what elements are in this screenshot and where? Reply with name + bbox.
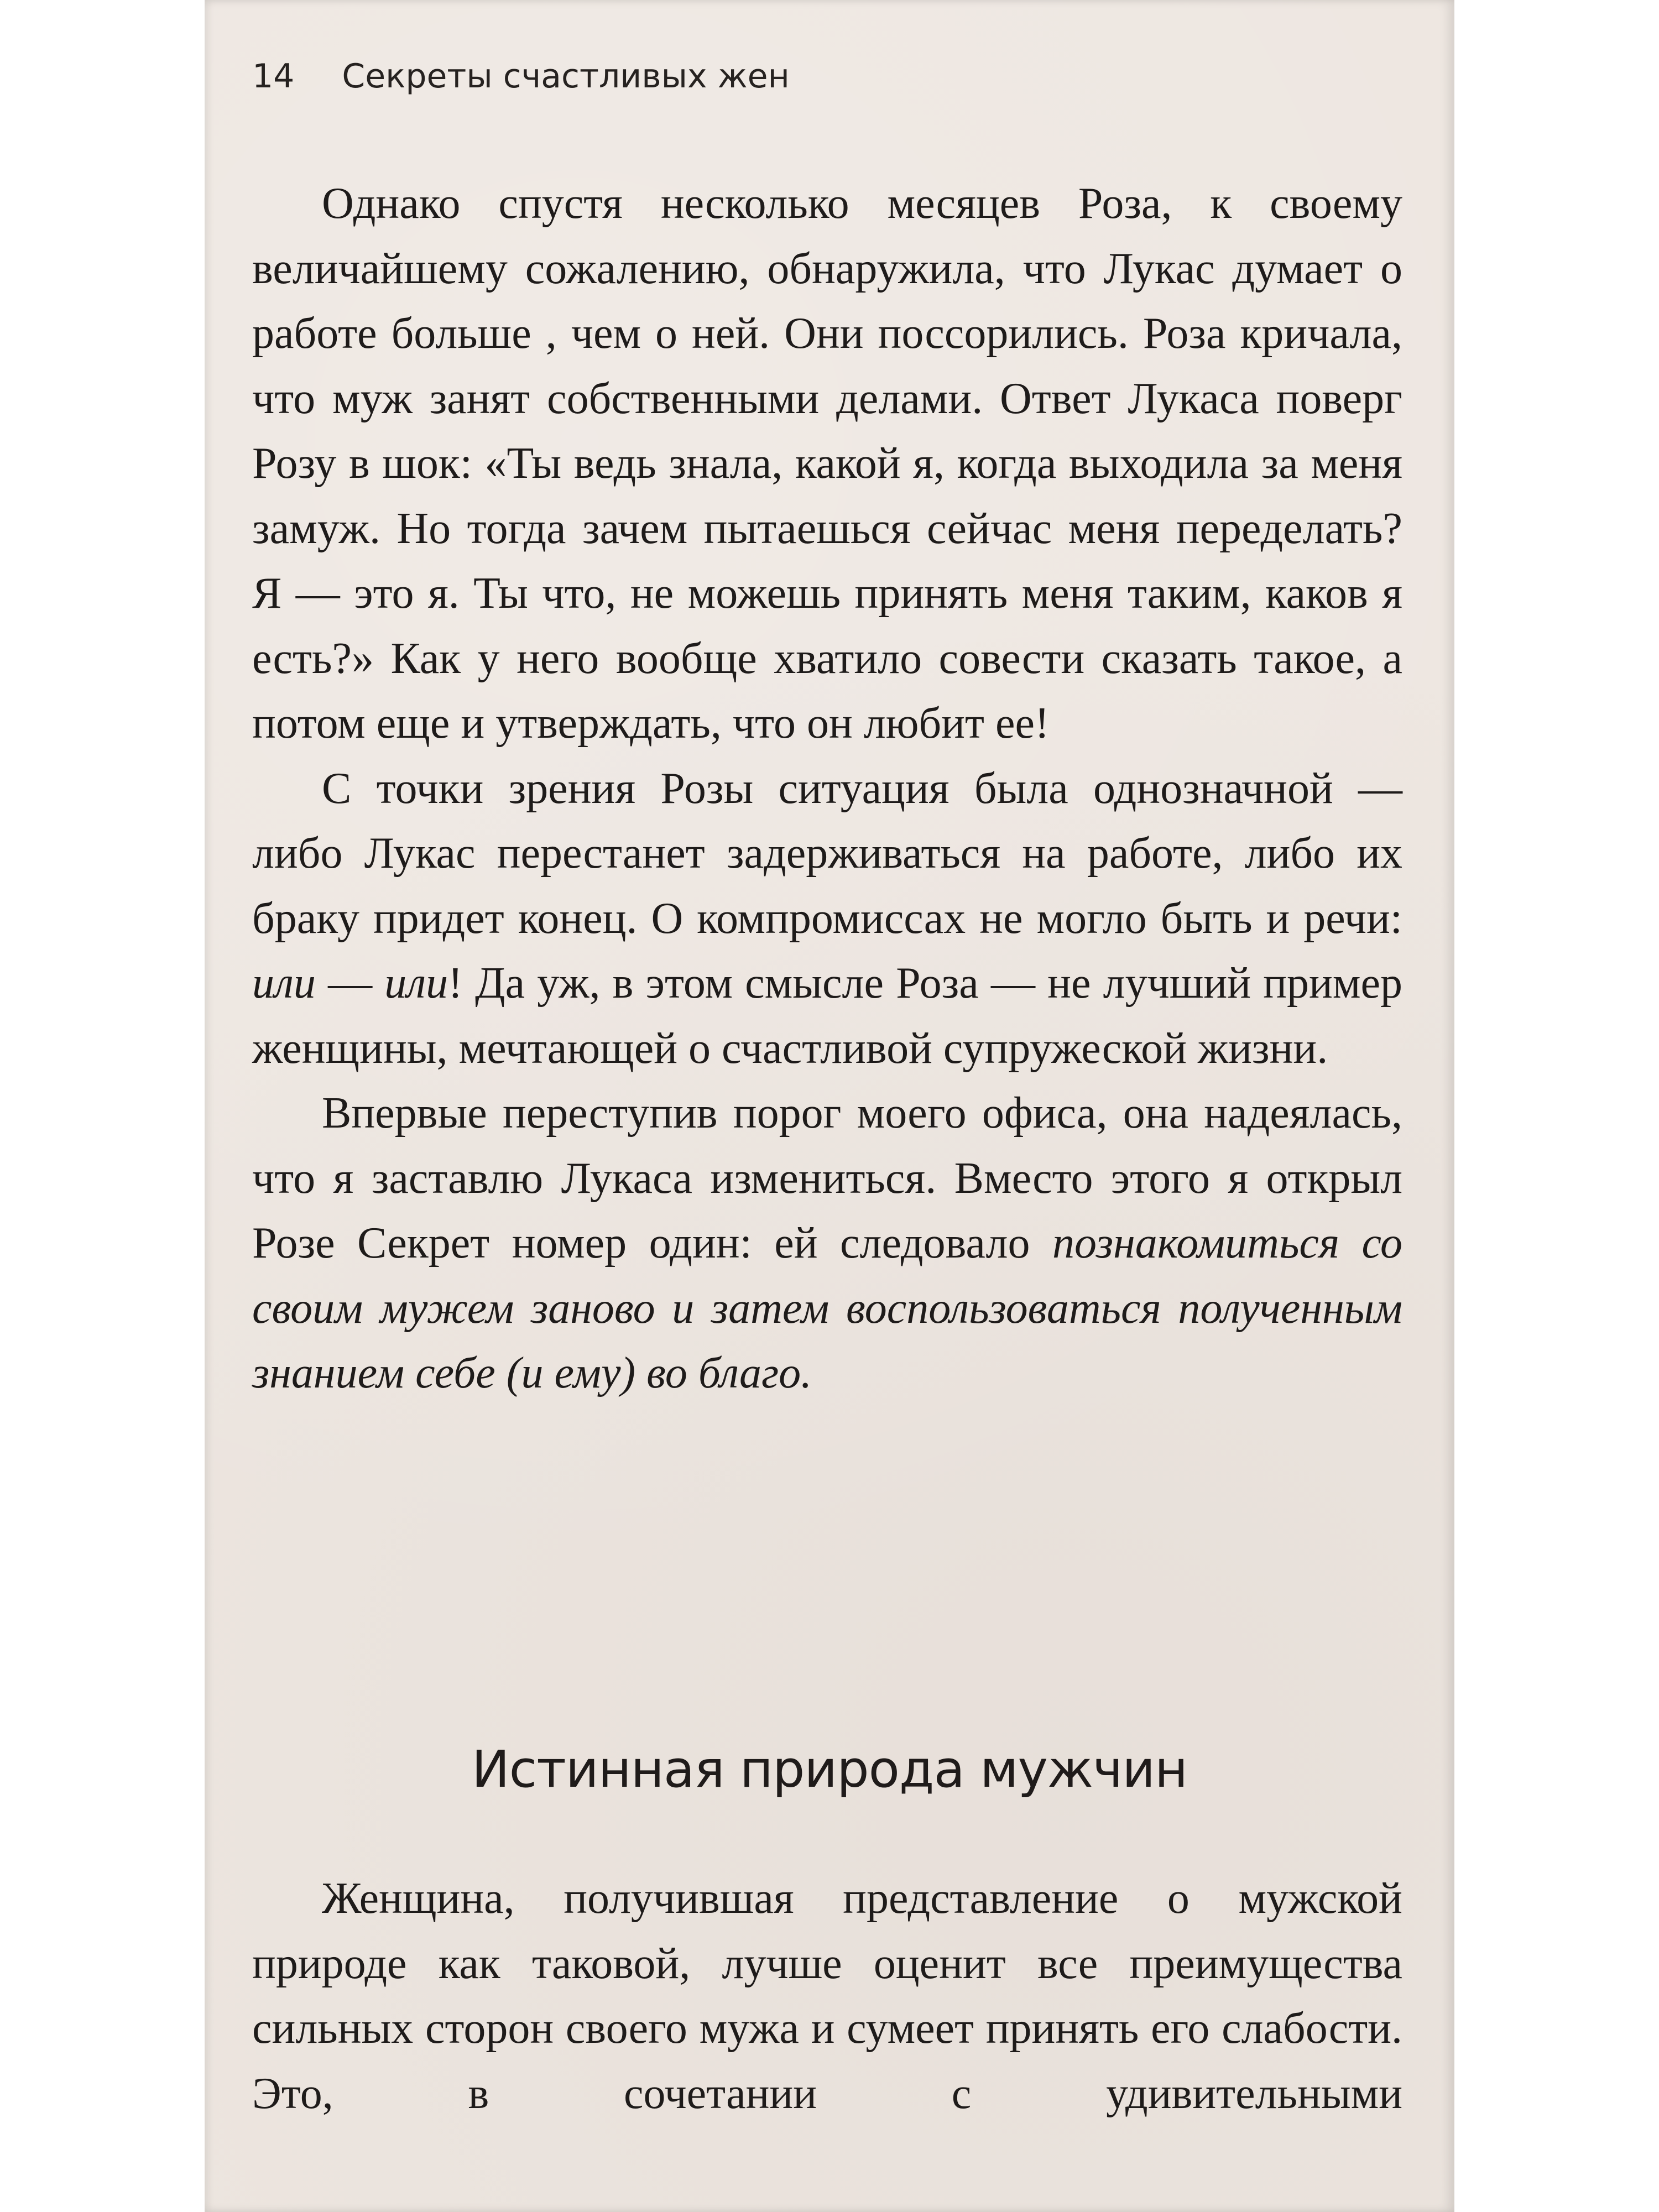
paragraph-1: Однако спустя несколько месяцев Роза, к своему величайшему сожалению, обнаружила, что Лукас думает о работе больше , чем о ней. Они поссорились. Роза кричала, что муж занят собственными делами. Ответ Лукаса поверг Розу в шок: «Ты ведь знала, какой я, когда выходила за меня замуж. Но тогда зачем пытаешься сейчас меня переделать? Я — это я. Ты что, не можешь принять меня таким, каков я есть?» Как у него вообще хватило совести сказать такое, а потом еще и утверждать, что он любит ее! [252,179,1402,748]
page-number: 14 [252,57,295,96]
book-page [205,0,1454,2212]
paragraph-3-text-before: Впервые переступив порог моего офиса, она надеялась, что я заставлю Лукаса измениться. Вместо этого я открыл Розе Секрет номер один: ей следовало [252,1089,1402,1267]
paragraph-2 [252,757,1402,1082]
body-text [252,171,1402,1406]
section-body-text [252,1866,1402,2126]
paragraph-2-italic-1: или [252,959,316,1008]
book-title: Секреты счастливых жен [342,57,790,96]
paragraph-3-italic: познакомиться со своим мужем заново и затем воспользоваться полученным знанием себе (и ему) во благо. [252,1219,1403,1397]
paragraph-2-text-after: ! Да уж, в этом смысле Роза — не лучший пример женщины, мечтающей о счастливой супружеской жизни. [252,959,1403,1073]
paragraph-2-italic-2: или [384,959,448,1008]
section-heading: Истинная природа мужчин [471,1740,1188,1799]
running-head [252,49,790,104]
section-paragraph: Женщина, получившая представление о мужской природе как таковой, лучше оценит все преимущества сильных сторон своего мужа и сумеет принять его слабости. Это, в сочетании с удивительными [252,1874,1402,2118]
paragraph-2-text-mid: — [315,959,385,1008]
paragraph-3 [252,1081,1402,1406]
paragraph-2-text-before: С точки зрения Розы ситуация была однозначной — либо Лукас перестанет задерживаться на работе, либо их браку придет конец. О компромиссах не могло быть и речи: [252,764,1402,943]
